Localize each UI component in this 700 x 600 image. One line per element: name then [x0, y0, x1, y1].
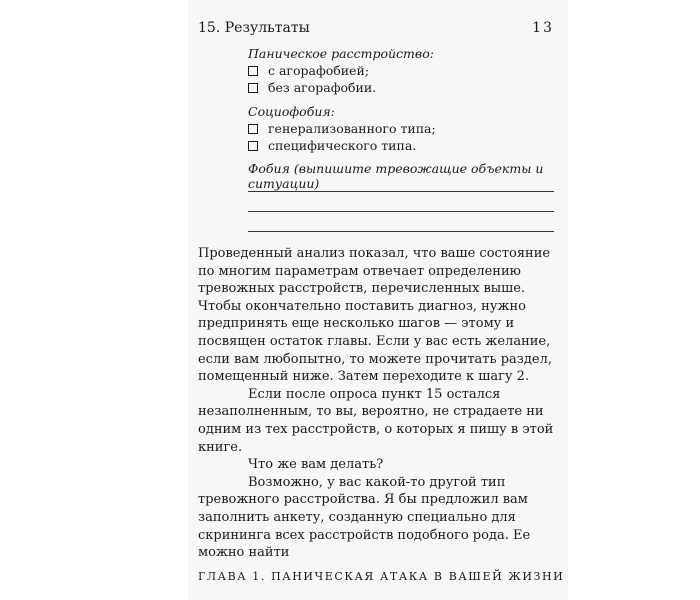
page-number: 13: [532, 20, 554, 36]
group-title-phobia: Фобия (выпишите тревожащие объекты и ситуации): [248, 161, 544, 191]
running-footer: ГЛАВА 1. ПАНИЧЕСКАЯ АТАКА В ВАШЕЙ ЖИЗНИ: [198, 570, 565, 583]
checkbox-icon[interactable]: [248, 124, 258, 134]
checklist-item[interactable]: [248, 80, 376, 95]
checkbox-icon[interactable]: [248, 141, 258, 151]
checklist-item-label: без агорафобии.: [268, 80, 377, 95]
checklist-item[interactable]: [248, 121, 436, 136]
paragraph: Проведенный анализ показал, что ваше состояние по многим параметрам отвечает определению тревожных расстройств, перечисленных выше. Чтобы окончательно поставить диагноз, нужно предпринять еще несколько шагов — этому и посвящен остаток главы. Если у вас есть желание, если вам любопытно, то можете прочитать раздел, помещенный ниже. Затем переходите к шагу 2.: [198, 246, 552, 385]
paragraph: Возможно, у вас какой-то другой тип тревожного расстройства. Я бы предложил вам заполнить анкету, созданную специально для скрининга всех расстройств подобного рода. Ее можно найти: [198, 474, 531, 561]
checklist-item-label: генерализованного типа;: [268, 121, 436, 136]
paragraph: Если после опроса пункт 15 остался незаполненным, то вы, вероятно, не страдаете ни одним из тех расстройств, о которых я пишу в этой книге.: [198, 386, 554, 455]
checklist-item-label: специфического типа.: [268, 138, 417, 153]
write-in-line[interactable]: [248, 231, 554, 232]
write-in-line[interactable]: [248, 211, 554, 212]
checklist-item-label: с агорафобией;: [268, 63, 370, 78]
checklist-item[interactable]: [248, 63, 369, 78]
book-page: [188, 0, 568, 600]
section-title: 15. Результаты: [198, 20, 310, 36]
write-in-line[interactable]: [248, 191, 554, 192]
group-title-social-phobia: Социофобия:: [248, 104, 335, 119]
checkbox-icon[interactable]: [248, 83, 258, 93]
checklist-item[interactable]: [248, 138, 416, 153]
paragraph: Что же вам делать?: [248, 457, 384, 473]
body-text: [198, 245, 554, 562]
checkbox-icon[interactable]: [248, 66, 258, 76]
group-title-panic: Паническое расстройство:: [248, 46, 434, 61]
